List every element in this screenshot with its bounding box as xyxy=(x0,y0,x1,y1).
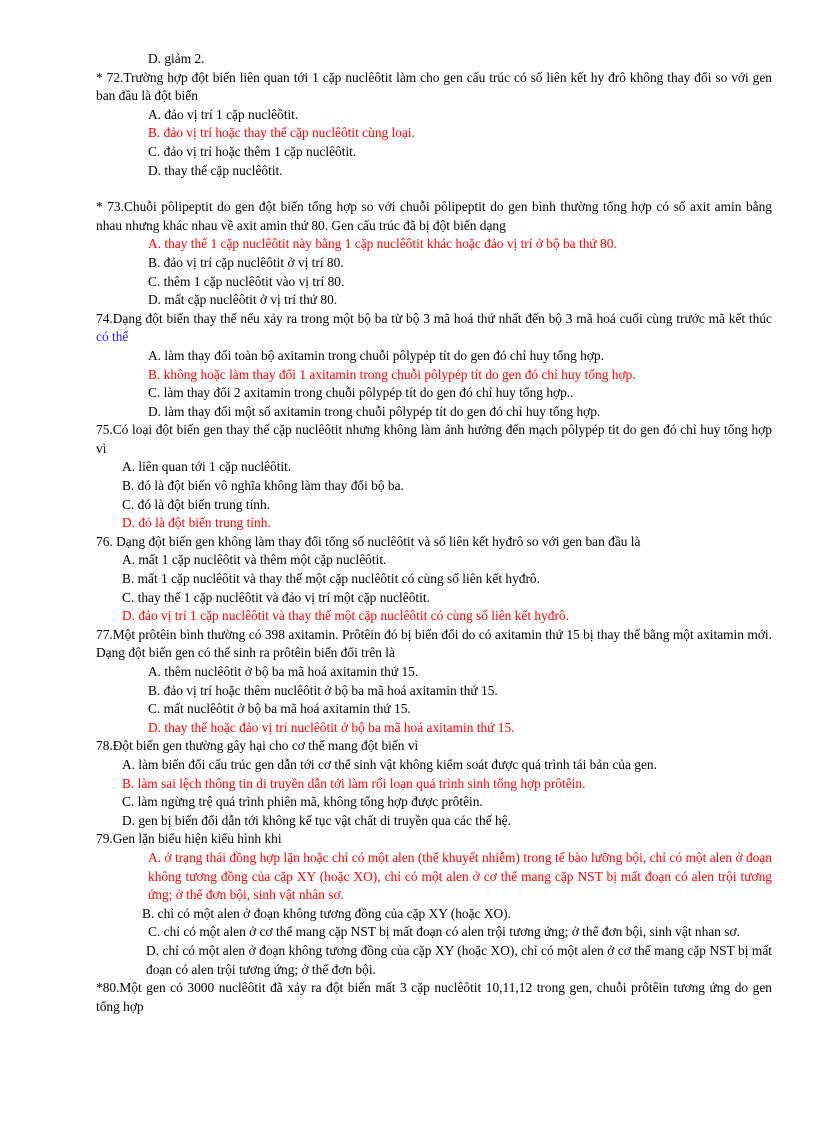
question-stem: * 73.Chuỗi pôlipeptit do gen đột biến tổng hợp so với chuỗi pôlipeptit do gen bình thường tổng hợp có số axit amin bằng nhau nhưng khác nhau về axit amin thứ 80. Gen cấu trúc đã bị đột biến dạng xyxy=(96,199,772,233)
question-75 xyxy=(96,421,772,533)
question-stem: 76. Dạng đột biến gen không làm thay đổi tổng số nuclêôtit và số liên kết hyđrô so với gen ban đầu là xyxy=(96,533,641,549)
answer-option-b: B. làm sai lệch thông tin di truyền dẫn tới làm rối loạn quá trình sinh tổng hợp prôtêin. xyxy=(122,775,586,791)
answer-option-d: D. đảo vị trí 1 cặp nuclêôtit và thay thế một cặp nuclêôtit có cùng số liên kết hyđrô. xyxy=(122,608,569,624)
option-b: B. chỉ có một alen ở đoạn không tương đồng của cặp XY (hoặc XO). xyxy=(142,905,511,921)
document-page xyxy=(96,50,772,1016)
option-c: C. mất nuclêôtit ở bộ ba mã hoá axitamin thứ 15. xyxy=(148,701,411,717)
answer-option-a: A. thay thế 1 cặp nuclêôtit này bằng 1 cặp nuclêôtit khác hoặc đảo vị trí ở bộ ba thứ 80. xyxy=(148,236,617,252)
stem-note: có thể xyxy=(96,329,129,345)
answer-option-d: D. đó là đột biến trung tính. xyxy=(122,515,271,531)
option-b: B. đảo vị trí hoặc thêm nuclêôtit ở bộ ba mã hoá axitamin thứ 15. xyxy=(148,682,498,698)
question-78 xyxy=(96,737,772,830)
option-b: B. đó là đột biến vô nghĩa không làm thay đổi bộ ba. xyxy=(122,478,404,494)
option-c: C. đảo vị trí hoặc thêm 1 cặp nuclêôtit. xyxy=(148,143,357,159)
prev-option-d: D. giảm 2. xyxy=(148,51,205,66)
question-stem: 77.Một prôtêin bình thường có 398 axitamin. Prôtêin đó bị biến đổi do có axitamin thứ 15 bị thay thế bằng một axitamin mới. Dạng đột biến gen có thể sinh ra prôtêin biến đổi trên là xyxy=(96,626,772,661)
option-c: C. đó là đột biến trung tính. xyxy=(122,496,271,512)
question-stem-text: 74.Dạng đột biến thay thế nếu xảy ra trong một bộ ba từ bộ 3 mã hoá thứ nhất đến bộ 3 mã hoá cuối cùng trước mã kết thúc xyxy=(96,310,772,326)
question-76 xyxy=(96,533,772,626)
option-c: C. thay thế 1 cặp nuclêôtit và đảo vị trí một cặp nuclêôtit. xyxy=(122,589,430,605)
option-a: A. làm biến đổi cấu trúc gen dẫn tới cơ thể sinh vật không kiểm soát được quá trình tái bản của gen. xyxy=(122,756,657,772)
option-c: C. chỉ có một alen ở cơ thể mang cặp NST bị mất đoạn có alen trội tương ứng; ở thể đơn bội, sinh vật nhan sơ. xyxy=(148,924,740,940)
answer-option-b: B. không hoặc làm thay đổi 1 axitamin trong chuỗi pôlypép tít do gen đó chỉ huy tổng hợp. xyxy=(148,366,636,382)
question-80 xyxy=(96,979,772,1016)
option-a: A. đảo vị trí 1 cặp nuclêôtit. xyxy=(148,106,299,122)
option-d: D. chỉ có một alen ở đoạn không tương đồng của cặp XY (hoặc XO), chỉ có một alen ở cơ thể mang cặp NST bị mất đoạn có alen trội tương ứng; ở thể đơn bội. xyxy=(146,942,772,977)
question-stem xyxy=(96,310,772,347)
question-72 xyxy=(96,69,772,181)
option-d: D. mất cặp nuclêôtit ở vị trí thứ 80. xyxy=(148,292,338,308)
option-d: D. làm thay đổi một số axitamin trong chuỗi pôlypép tít do gen đó chỉ huy tổng hợp. xyxy=(148,403,601,419)
question-74 xyxy=(96,310,772,422)
question-73 xyxy=(96,198,772,310)
option-a: A. liên quan tới 1 cặp nuclêôtit. xyxy=(122,459,292,475)
option-b: B. đảo vị trí cặp nuclêôtit ở vị trí 80. xyxy=(148,254,344,270)
question-stem: * 72.Trường hợp đột biến liên quan tới 1 cặp nuclêôtit làm cho gen cấu trúc có số liên kết hy đrô không thay đổi so với gen ban đầu là đột biến xyxy=(96,69,772,104)
question-stem: 79.Gen lặn biểu hiện kiểu hình khi xyxy=(96,831,282,847)
option-d: D. gen bị biến đổi dẫn tới không kế tục vật chất di truyền qua các thế hệ. xyxy=(122,812,511,828)
option-a: A. làm thay đổi toàn bộ axitamin trong chuỗi pôlypép tít do gen đó chỉ huy tổng hợp. xyxy=(148,347,604,363)
question-79 xyxy=(96,830,772,979)
option-d: D. thay thế cặp nuclêôtit. xyxy=(148,162,283,178)
option-b: B. mất 1 cặp nuclêôtit và thay thế một cặp nuclêôtit có cùng số liên kết hyđrô. xyxy=(122,571,540,587)
answer-option-a: A. ở trạng thái đồng hợp lặn hoặc chỉ có một alen (thể khuyết nhiễm) trong tế bào lưỡng bội, chỉ có một alen ở đoạn không tương đồng của cặp XY (hoặc XO), chỉ có một alen ở cơ thể mang cặp NST bị mất đoạn có alen trội tương ứng; ở thể đơn bội, sinh vật nhân sơ. xyxy=(148,849,772,903)
answer-option-d: D. thay thế hoặc đảo vị trí nuclêôtit ở bộ ba mã hoá axitamin thứ 15. xyxy=(148,719,515,735)
option-c: C. làm ngừng trệ quá trình phiên mã, không tổng hợp được prôtêin. xyxy=(122,794,483,810)
option-a: A. thêm nuclêôtit ở bộ ba mã hoá axitamin thứ 15. xyxy=(148,664,419,679)
option-a: A. mất 1 cặp nuclêôtit và thêm một cặp nuclêôtit. xyxy=(122,552,387,568)
spacer xyxy=(96,180,772,198)
option-c: C. thêm 1 cặp nuclêôtit vào vị trí 80. xyxy=(148,273,345,289)
question-stem: *80.Một gen có 3000 nuclêôtit đã xảy ra đột biến mất 3 cặp nuclêôtit 10,11,12 trong gen, chuỗi prôtêin tương ứng do gen tổng hợp xyxy=(96,980,772,1014)
option-c: C. làm thay đổi 2 axitamin trong chuỗi pôlypép tít do gen đó chỉ huy tổng hợp.. xyxy=(148,385,574,401)
question-stem: 78.Đột biến gen thường gây hại cho cơ thể mang đột biến vì xyxy=(96,738,419,754)
answer-option-b: B. đảo vị trí hoặc thay thế cặp nuclêôtit cùng loại. xyxy=(148,125,415,141)
question-77 xyxy=(96,626,772,738)
question-stem: 75.Có loại đột biến gen thay thế cặp nuclêôtit nhưng không làm ảnh hưởng đến mạch pôlypép tit do gen đó chỉ huy tổng hợp vì xyxy=(96,422,772,456)
